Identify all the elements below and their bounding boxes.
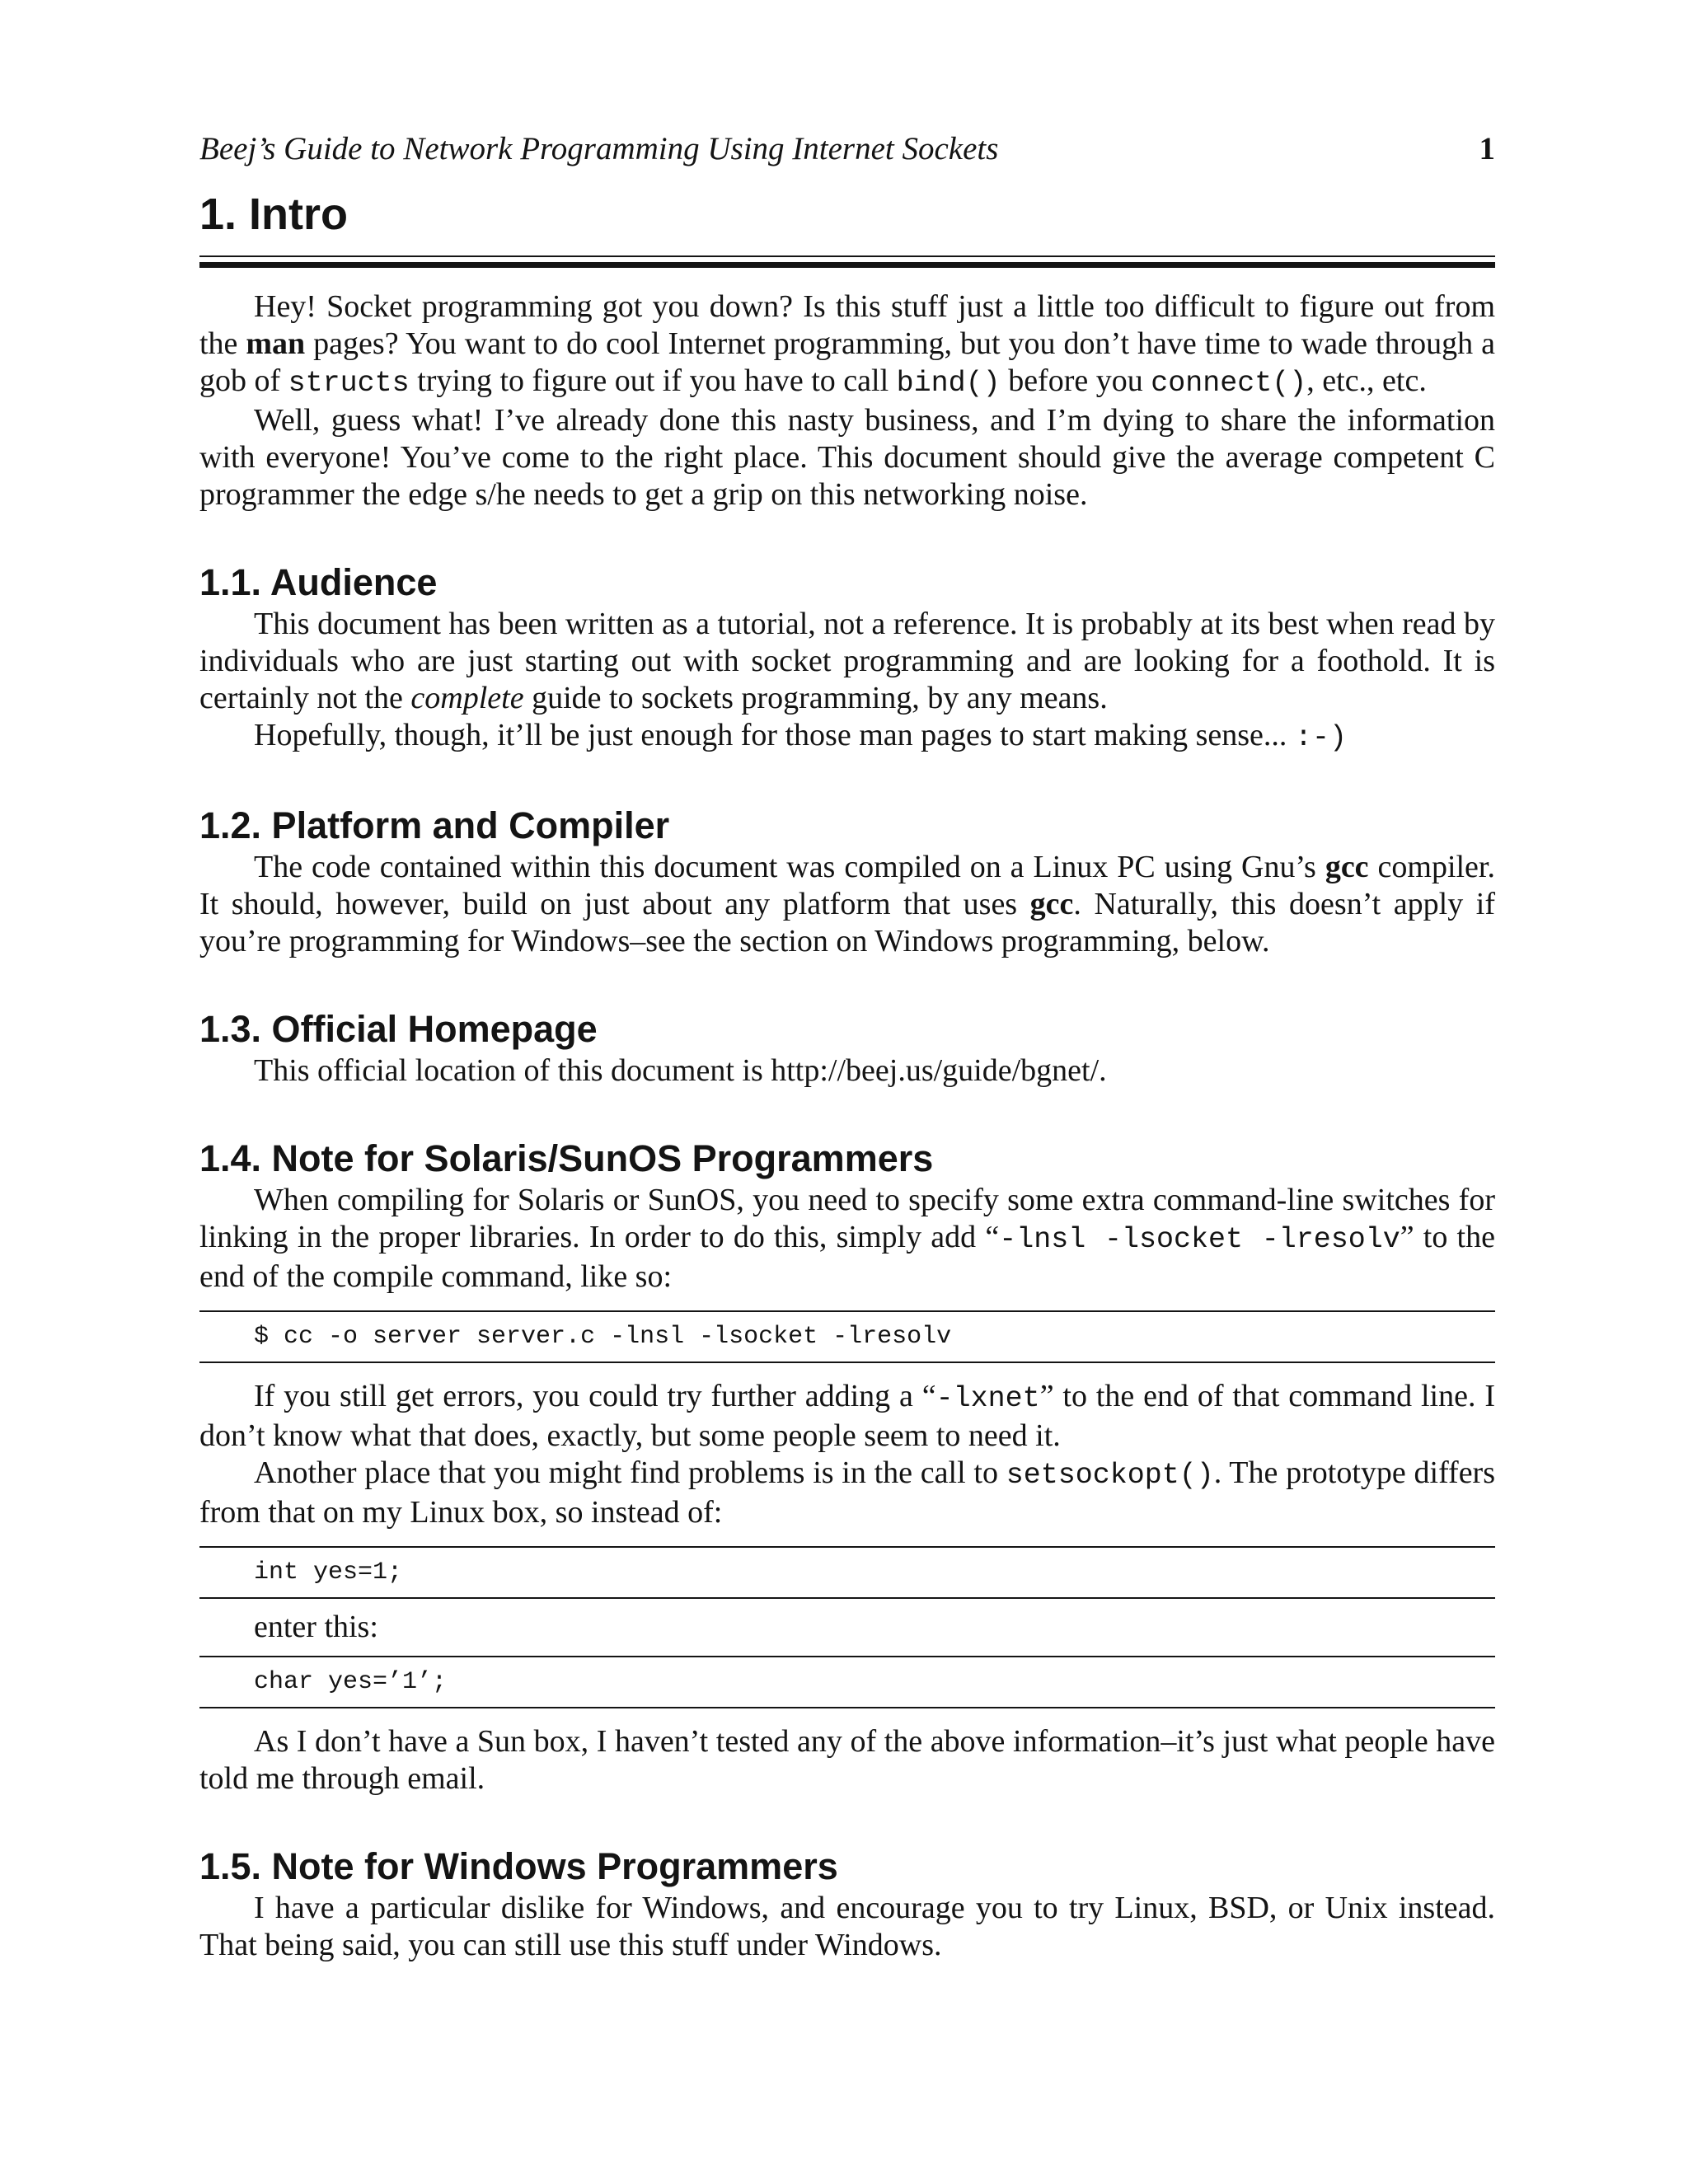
bind-code: bind() (896, 367, 1001, 400)
running-header (199, 130, 1495, 167)
solaris-paragraph-3: Another place that you might find problems is in the call to setsockopt(). The prototype differs from that on my Linux box, so instead of: (199, 1455, 1495, 1530)
structs-code: structs (288, 367, 410, 400)
platform-paragraph-1: The code contained within this document was compiled on a Linux PC using Gnu’s gcc compiler. It should, however, build on just about any platform that uses gcc. Naturally, this doesn’t apply if you’re programming for Windows–see the section on Windows programming, below. (199, 850, 1495, 958)
section-title-platform: 1.2. Platform and Compiler (199, 804, 670, 846)
char-yes-code-block: char yes=’1’; (199, 1656, 1495, 1708)
lxnet-code: -lxnet (935, 1382, 1040, 1415)
section-title-audience: 1.1. Audience (199, 561, 438, 603)
audience-paragraph-2: Hopefully, though, it’ll be just enough for those man pages to start making sense... :-) (254, 718, 1347, 754)
chapter-rule-thick (199, 262, 1495, 268)
windows-paragraph-1: I have a particular dislike for Windows, and encourage you to try Linux, BSD, or Unix instead. That being said, you can still use this stuff under Windows. (199, 1891, 1495, 1962)
solaris-paragraph-4: As I don’t have a Sun box, I haven’t tested any of the above information–it’s just what people have told me through email. (199, 1724, 1495, 1796)
section-title-solaris: 1.4. Note for Solaris/SunOS Programmers (199, 1137, 934, 1179)
solaris-paragraph-2: If you still get errors, you could try further adding a “-lxnet” to the end of that command line. I don’t know what that does, exactly, but some people seem to need it. (199, 1379, 1496, 1453)
linker-flags-code: -lnsl -lsocket -lresolv (999, 1223, 1400, 1256)
section-title-homepage: 1.3. Official Homepage (199, 1008, 598, 1050)
smiley-code: :-) (1294, 721, 1347, 754)
compile-command-block: $ cc -o server server.c -lnsl -lsocket -lresolv (199, 1310, 1495, 1363)
section-title-windows: 1.5. Note for Windows Programmers (199, 1845, 838, 1887)
solaris-paragraph-1: When compiling for Solaris or SunOS, you need to specify some extra command-line switches for linking in the proper libraries. In order to do this, simply add “-lnsl -lsocket -lresolv” to the end of the compile command, like so: (199, 1183, 1495, 1294)
audience-paragraph-1: This document has been written as a tutorial, not a reference. It is probably at its best when read by individuals who are just starting out with socket programming and are looking for a foothold. It is certainly not the complete guide to sockets programming, by any means. (199, 607, 1495, 715)
homepage-paragraph-1: This official location of this document is http://beej.us/guide/bgnet/. (254, 1053, 1107, 1088)
setsockopt-code: setsockopt() (1006, 1459, 1214, 1492)
running-title: Beej’s Guide to Network Programming Using Internet Sockets (199, 131, 999, 166)
enter-this-text: enter this: (254, 1610, 378, 1644)
complete-emphasis: complete (410, 681, 524, 715)
gcc-term-2: gcc (1029, 887, 1074, 921)
connect-code: connect() (1151, 367, 1307, 400)
man-term: man (246, 326, 306, 361)
chapter-title: 1. Intro (199, 190, 349, 239)
intro-paragraph-1: Hey! Socket programming got you down? Is this stuff just a little too difficult to figure out from the man pages? You want to do cool Internet programming, but you don’t have time to wade through a gob of structs trying to figure out if you have to call bind() before you connect(), etc., etc. (199, 289, 1495, 400)
document-body (199, 288, 1495, 1964)
page-number: 1 (1479, 131, 1495, 166)
int-yes-code-block: int yes=1; (199, 1546, 1495, 1599)
chapter-rule-thin (199, 255, 1495, 257)
gcc-term-1: gcc (1325, 850, 1369, 884)
intro-paragraph-2: Well, guess what! I’ve already done this nasty business, and I’m dying to share the information with everyone! You’ve come to the right place. This document should give the average competent C programmer the edge s/he needs to get a grip on this networking noise. (199, 403, 1495, 512)
